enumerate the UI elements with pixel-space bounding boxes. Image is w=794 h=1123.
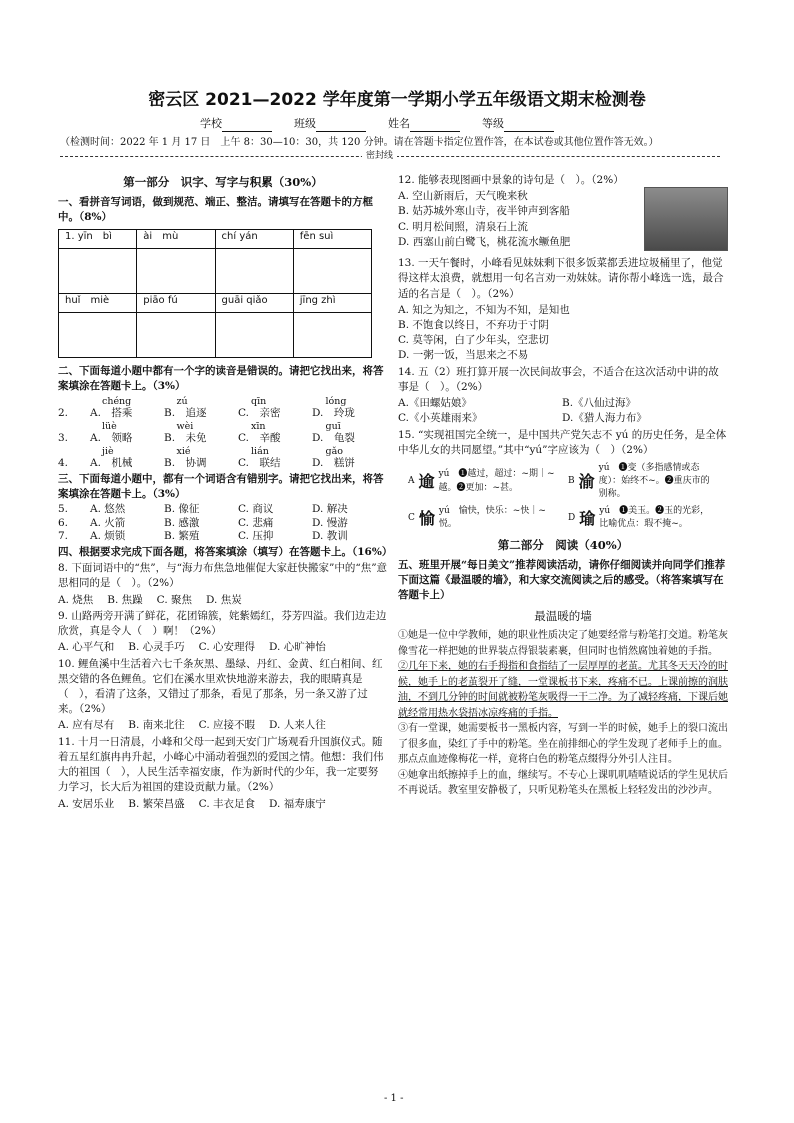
question-3: 三、下面每道小题中，都有一个词语含有错别字。请把它找出来，将答案填涂在答题卡上。（3%） xyxy=(58,472,384,500)
dict-entry: B 渝 yú ❶变（多指感情或态度）：始终不~。❷重庆市的别称。 xyxy=(568,462,710,500)
seal-line-label: 密封线 xyxy=(362,150,397,163)
q13-options: A. 知之为知之，不知为不知，是知也 B. 不饱食以终日，不弃功于寸阴 C. 莫等闲，白了少年头，空悲切 D. 一粥一饭，当思来之不易 xyxy=(398,303,570,362)
question-8: 8. 下面词语中的“焦”，与“海力布焦急地催促大家赶快搬家”中的“焦”意思相同的是（ ）。（2%） xyxy=(58,562,388,590)
q10-options: A. 应有尽有 B. 南来北往 C. 应接不暇 D. 人来人往 xyxy=(58,719,326,732)
essay-paragraph: ②几年下来，她的右手拇指和食指结了一层厚厚的老茧。尤其冬天天冷的时候，她手上的老茧裂开了缝，一堂课板书下来，疼痛不已。上课前擦的润肤油，不到几分钟的时间就被粉笔灰吸得一干二净。为了减轻疼痛，下课后她就经常用热水袋捂冰凉疼痛的手指。 xyxy=(398,661,728,719)
q9-options: A. 心平气和 B. 心灵手巧 C. 心安理得 D. 心旷神怡 xyxy=(58,641,326,654)
pinyin-cell: piāo fú xyxy=(137,294,215,358)
dict-entry: C 愉 yú 愉快，快乐：~快｜~悦。 xyxy=(408,506,546,530)
question-5-reading: 五、班里开展“每日美文”推荐阅读活动，请你仔细阅读并向同学们推荐下面这篇《最温暖的墙》，和大家交流阅读之后的感受。（将答案填写在答题卡上） xyxy=(398,558,726,602)
class-field: 班级 xyxy=(294,116,366,132)
part2-title: 第二部分 阅读（40%） xyxy=(497,538,629,553)
left-column xyxy=(58,170,393,812)
essay-paragraph: ①她是一位中学教师，她的职业性质决定了她要经常与粉笔打交道。粉笔灰像雪花一样把她的世界装点得银装素裹，但同时也悄然腐蚀着她的手指。 xyxy=(398,630,728,657)
student-info-row xyxy=(200,116,620,132)
question-4: 四、根据要求完成下面各题，将答案填涂（填写）在答题卡上。（16%） xyxy=(58,546,393,558)
essay-paragraph: ④她拿出纸擦掉手上的血，继续写。不专心上课叽叽喳喳说话的学生见状后不再说话。教室里安静极了，只听见粉笔头在黑板上轻轻发出的沙沙声。 xyxy=(398,769,728,797)
essay-title: 最温暖的墙 xyxy=(534,608,592,623)
pinyin-cell: guāi qiǎo xyxy=(215,294,293,358)
question-9: 9. 山路两旁开满了鲜花，花团锦簇，姹紫嫣红，芬芳四溢。我们边走边欣赏，真是令人（ ）啊！（2%） xyxy=(58,609,387,638)
exam-time-note: （检测时间：2022 年 1 月 17 日 上午 8：30—10：30，共 120 分钟。请在答题卡指定位置作答，在本试卷或其他位置作答无效。） xyxy=(60,137,659,148)
pinyin-cell: fēn suì xyxy=(293,230,371,294)
grade-field: 等级 xyxy=(482,116,554,132)
dict-entry: A 逾 yú ❶越过，超过：~期｜~越。❷更加：~甚。 xyxy=(408,469,555,493)
question-2: 二、下面每道小题中都有一个字的读音是错误的。请把它找出来，将答案填涂在答题卡上。（3%） xyxy=(58,365,384,393)
q3-item: 6. A. 火箭 B. 感激 C. 悲痛 D. 慢游 xyxy=(58,516,348,529)
pinyin-cell: jīng zhì xyxy=(293,294,371,358)
question-15: 15. “实现祖国完全统一，是中国共产党矢志不 yú 的历史任务，是全体中华儿女的共同愿望。”其中“yú”字应该为（ ）（2%） xyxy=(398,428,727,456)
right-column xyxy=(398,172,728,799)
question-10: 10. 鲤鱼溪中生活着六七千条灰黑、墨绿、丹红、金黄、红白相间、红黑交错的各色鲤鱼。它们在溪水里欢快地游来游去，我的眼睛真是（ ），看清了这条，又错过了那条，看见了那条，另一条又游了过来。（2%） xyxy=(58,657,383,716)
q2-item: chéng zú qīn lóng 2. A. 搭乘 B. 追逐 C. 亲密 D. 玲珑 xyxy=(58,395,355,419)
question-12: 12. 能够表现图画中景象的诗句是（ ）。（2%） xyxy=(398,174,624,186)
exam-title: 密云区 2021—2022 学年度第一学期小学五年级语文期末检测卷 xyxy=(148,90,646,110)
page-number: - 1 - xyxy=(384,1093,404,1104)
q2-item: lüè wèi xīn guī 3. A. 领略 B. 未免 C. 辛酸 D. 龟裂 xyxy=(58,420,355,444)
q2-item: jiè xié lián gǎo 4. A. 机械 B. 协调 C. 联结 D. 糕饼 xyxy=(58,445,355,469)
essay-paragraph: ③有一堂课，她需要板书一黑板内容，写到一半的时候，她手上的裂口流出了很多血，染红了手中的粉笔。坐在前排细心的学生发现了老师手上的血。那点点血迹像梅花一样，竟将白色的粉笔点缀得分外引人注目。 xyxy=(398,723,728,766)
part1-title: 第一部分 识字、写字与积累（30%） xyxy=(123,175,323,189)
q8-options: A. 烧焦 B. 焦躁 C. 聚焦 D. 焦炭 xyxy=(58,593,242,606)
pinyin-cell: 1. yīn bì xyxy=(59,230,137,294)
q3-item: 5. A. 悠然 B. 像征 C. 商议 D. 解决 xyxy=(58,503,348,516)
essay-body xyxy=(398,628,728,799)
pinyin-table xyxy=(58,229,372,358)
dict-entry: D 瑜 yú ❶美玉。❷玉的光彩，比喻优点：瑕不掩~。 xyxy=(568,506,710,530)
pinyin-cell: huǐ miè xyxy=(59,294,137,358)
q14-options: A.《田螺姑娘》 B.《八仙过海》 C.《小英雄雨来》 D.《猎人海力布》 xyxy=(398,397,647,425)
question-14: 14. 五（2）班打算开展一次民间故事会，不适合在这次活动中讲的故事是（ ）。（2%） xyxy=(398,365,719,393)
name-field: 姓名 xyxy=(388,116,460,132)
pinyin-cell: chí yán xyxy=(215,230,293,294)
pinyin-cell: ài mù xyxy=(137,230,215,294)
question-1: 一、看拼音写词语，做到规范、端正、整洁。请填写在答题卡的方框中。（8%） xyxy=(58,195,373,223)
question-13: 13. 一天午餐时，小峰看见妹妹剩下很多饭菜都丢进垃圾桶里了，他觉得这样太浪费，就想用一句名言劝一劝妹妹。请你帮小峰选一选，最合适的名言是（ ）。（2%） xyxy=(398,257,724,300)
q11-options: A. 安居乐业 B. 繁荣昌盛 C. 丰衣足食 D. 福寿康宁 xyxy=(58,797,326,810)
landscape-painting-image xyxy=(644,187,728,251)
school-field: 学校 xyxy=(200,116,272,132)
question-11: 11. 十月一日清晨，小峰和父母一起到天安门广场观看升国旗仪式。随着五星红旗冉冉升起，小峰心中涌动着强烈的爱国之情。他想：我们伟大的祖国（ ），人民生活幸福安康，作为新时代的少年，我一定要努力学习，长大后为祖国的建设贡献力量。（2%） xyxy=(58,735,384,794)
dictionary-entries xyxy=(408,462,728,531)
q12-options: A. 空山新雨后，天气晚来秋 B. 姑苏城外寒山寺，夜半钟声到客船 C. 明月松间照，清泉石上流 D. 西塞山前白鹭飞，桃花流水鳜鱼肥 xyxy=(398,190,571,248)
q3-item: 7. A. 烦锁 B. 繁殖 C. 压抑 D. 教训 xyxy=(58,530,348,543)
